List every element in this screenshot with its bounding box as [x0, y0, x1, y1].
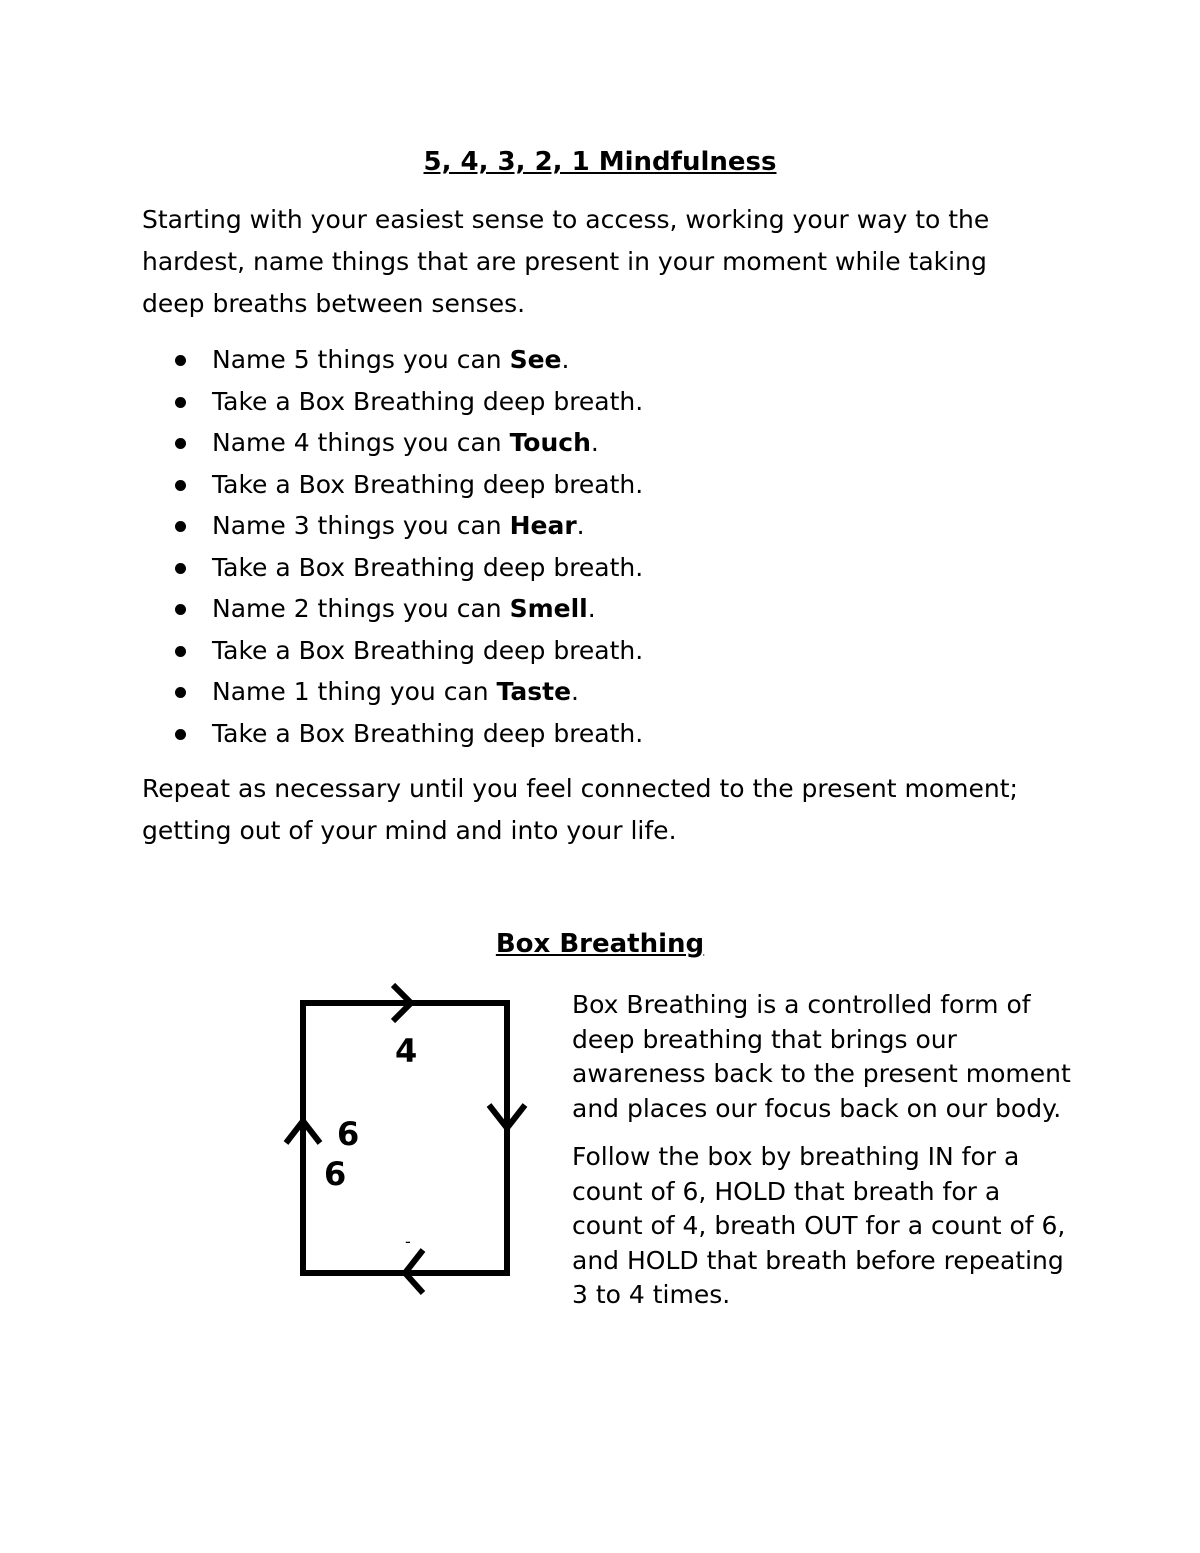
bullet-icon — [175, 521, 186, 532]
box-breathing-paragraph-2: Follow the box by breathing IN for a count of 6, HOLD that breath for a count of 4, breath OUT for a count of 6, and HOLD that breath before repeating 3 to 4 times. — [572, 1142, 1066, 1309]
list-item: Take a Box Breathing deep breath. — [142, 381, 1042, 423]
mindfulness-intro: Starting with your easiest sense to access, working your way to the hardest, name things that are present in your moment while taking deep breaths between senses. — [142, 205, 990, 318]
bullet-icon — [175, 563, 186, 574]
left-count-label-b: 6 — [324, 1155, 347, 1193]
bullet-icon — [175, 646, 186, 657]
bullet-icon — [175, 438, 186, 449]
box-breathing-title: Box Breathing — [495, 929, 705, 959]
list-item: Take a Box Breathing deep breath. — [142, 464, 1042, 506]
list-item: Take a Box Breathing deep breath. — [142, 713, 1042, 755]
top-count-label: 4 — [395, 1032, 418, 1070]
list-item: Name 4 things you can Touch. — [142, 422, 1042, 464]
bullet-icon — [175, 355, 186, 366]
mindfulness-title: 5, 4, 3, 2, 1 Mindfulness — [423, 147, 777, 177]
bullet-icon — [175, 480, 186, 491]
left-count-label-a: 6 — [337, 1115, 360, 1153]
list-item: Name 5 things you can See. — [142, 339, 1042, 381]
bottom-mark-label: - — [405, 1232, 411, 1251]
list-item: Name 1 thing you can Taste. — [142, 671, 1042, 713]
box-breathing-paragraph-1: Box Breathing is a controlled form of deep breathing that brings our awareness back to the present moment and places our focus back on our body. — [572, 990, 1071, 1123]
list-item: Name 2 things you can Smell. — [142, 588, 1042, 630]
list-item: Take a Box Breathing deep breath. — [142, 630, 1042, 672]
bullet-icon — [175, 604, 186, 615]
box-breathing-diagram — [270, 975, 540, 1305]
mindfulness-steps-list — [142, 339, 1042, 754]
bullet-icon — [175, 729, 186, 740]
box-breathing-description — [572, 988, 1072, 1334]
list-item: Take a Box Breathing deep breath. — [142, 547, 1042, 589]
bullet-icon — [175, 397, 186, 408]
bullet-icon — [175, 687, 186, 698]
mindfulness-outro: Repeat as necessary until you feel connected to the present moment; getting out of your mind and into your life. — [142, 774, 1018, 845]
list-item: Name 3 things you can Hear. — [142, 505, 1042, 547]
